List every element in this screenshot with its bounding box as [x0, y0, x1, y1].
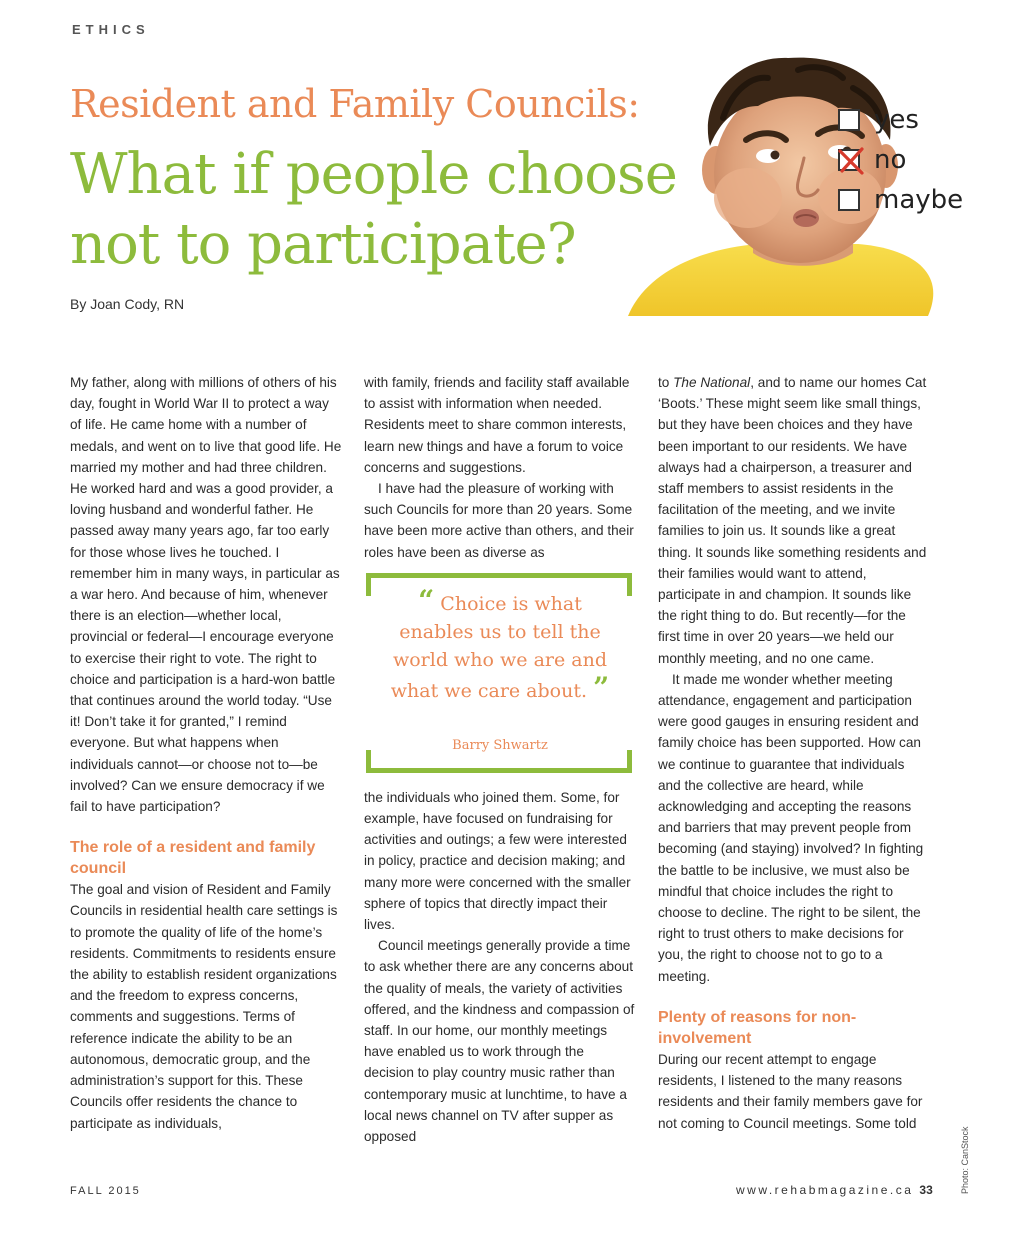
paragraph	[658, 372, 930, 669]
checklist-item-maybe[interactable]	[838, 180, 963, 220]
photo-credit: Photo: CanStock	[960, 1126, 970, 1194]
article-column-3	[658, 372, 930, 1134]
text-run: to	[658, 375, 674, 390]
quote-body: Choice is what enables us to tell the world who we are and what we care about.	[390, 592, 607, 702]
title-line-2: What if people choose not to participate?	[70, 142, 677, 277]
title-line-1: Resident and Family Councils:	[70, 82, 640, 126]
checklist	[838, 100, 963, 220]
article-column-1	[70, 372, 342, 1134]
checklist-label: no	[874, 145, 907, 175]
paragraph: with family, friends and facility staff available to assist with information when needed. Residents meet to share common interests, learn new things and have a forum to voice concerns and suggestions.	[364, 375, 630, 475]
paragraph: During our recent attempt to engage residents, I listened to the many reasons residents and their family members gave for not coming to Council meetings. Some told	[658, 1051, 923, 1131]
checklist-item-yes[interactable]	[838, 100, 963, 140]
checkbox-empty[interactable]	[838, 189, 860, 211]
footer-issue: FALL 2015	[70, 1185, 141, 1197]
footer-site	[736, 1183, 933, 1197]
paragraph: the individuals who joined them. Some, for example, have focused on fundraising for activities and outings; a few were interested in policy, practice and decision making; and many more were concerned with the smaller sphere of topics that directly impact their lives.	[364, 789, 631, 933]
paragraph: I have had the pleasure of working with such Councils for more than 20 years. Some have been more active than others, and their roles have been as diverse as	[364, 481, 634, 560]
checklist-label: yes	[874, 105, 919, 135]
page-number: 33	[919, 1183, 933, 1197]
byline: By Joan Cody, RN	[70, 296, 185, 312]
section-label: ETHICS	[72, 22, 150, 37]
paragraph: The goal and vision of Resident and Family Councils in residential health care settings is to promote the quality of life of the home’s residents. Commitments to residents ensure the ability to establish resident organizations and the freedom to express concerns, comments and suggestions. Terms of reference indicate the ability to be an autonomous, democratic group, and the administration’s support for this. These Councils offer residents the chance to participate as individuals,	[70, 882, 338, 1131]
close-quote-mark: ”	[593, 670, 610, 704]
checkbox-empty[interactable]	[838, 109, 860, 131]
checklist-item-no[interactable]	[838, 140, 963, 180]
checklist-label: maybe	[874, 185, 964, 215]
subheading-reasons: Plenty of reasons for non-involvement	[658, 1008, 857, 1047]
paragraph: Council meetings generally provide a time to ask whether there are any concerns about the quality of meals, the variety of activities offered, and the kindness and compassion of staff. In our home, our monthly meetings have enabled us to work through the decision to play country music rather than contemporary music at lunchtime, to have a local news channel on TV after supper as opposed	[364, 938, 635, 1145]
paragraph: It made me wonder whether meeting attendance, engagement and participation were good gauges in ensuring resident and family choice has been supported. How can we continue to guarantee that individuals and the collective are heard, while acknowledging and accepting the reasons and barriers that may prevent people from becoming (and staying) involved? In fighting the battle to be inclusive, we must also be mindful that choice includes the right to choose to decline. The right to be silent, the right to trust others to make decisions for you, the right to choose not to go to a meeting.	[658, 671, 924, 984]
footer-url: www.rehabmagazine.ca	[736, 1183, 914, 1197]
article-column-2	[364, 372, 636, 1147]
checkbox-checked[interactable]	[838, 149, 860, 171]
text-run: , and to name our homes Cat ‘Boots.’ These might seem like small things, but they have been choices and they have been important to our residents. We have always had a chairperson, a treasurer and staff members to assist residents in the facilitation of the meeting, and we invite families to join us. It sounds like a great thing. It sounds like something residents and their families would want to attend, participate in and champion. It sounds like the right thing to do. But recently—for the first time in over 20 years—we held our monthly meeting, and no one came.	[658, 375, 927, 666]
open-quote-mark: “	[418, 583, 435, 617]
italic-title: The National	[673, 375, 751, 390]
subheading-role-of-council: The role of a resident and family council	[70, 839, 316, 878]
pull-quote-text	[384, 583, 616, 705]
x-mark-icon	[836, 145, 868, 177]
pull-quote	[364, 573, 636, 773]
pull-quote-bracket-bottom	[366, 750, 632, 773]
paragraph: My father, along with millions of others of his day, fought in World War II to protect a way of life. He came home with a number of medals, and went on to live that good life. He married my mother and had three children. He worked hard and was a good provider, a loving husband and wonderful father. He passed away many years ago, far too early for those whose lives he touched. I remember him in many ways, in particular as a war hero. And because of him, whenever there is an election—whether local, provincial or federal—I encourage everyone to exercise their right to vote. The right to choice and participation is a hard-won battle that continues around the world today. “Use it! Don’t take it for granted,” I remind everyone. But what happens when individuals cannot—or choose not to—be involved? Can we ensure democracy if we fail to have participation?	[70, 375, 342, 815]
pull-quote-attribution: Barry Shwartz	[452, 737, 548, 753]
